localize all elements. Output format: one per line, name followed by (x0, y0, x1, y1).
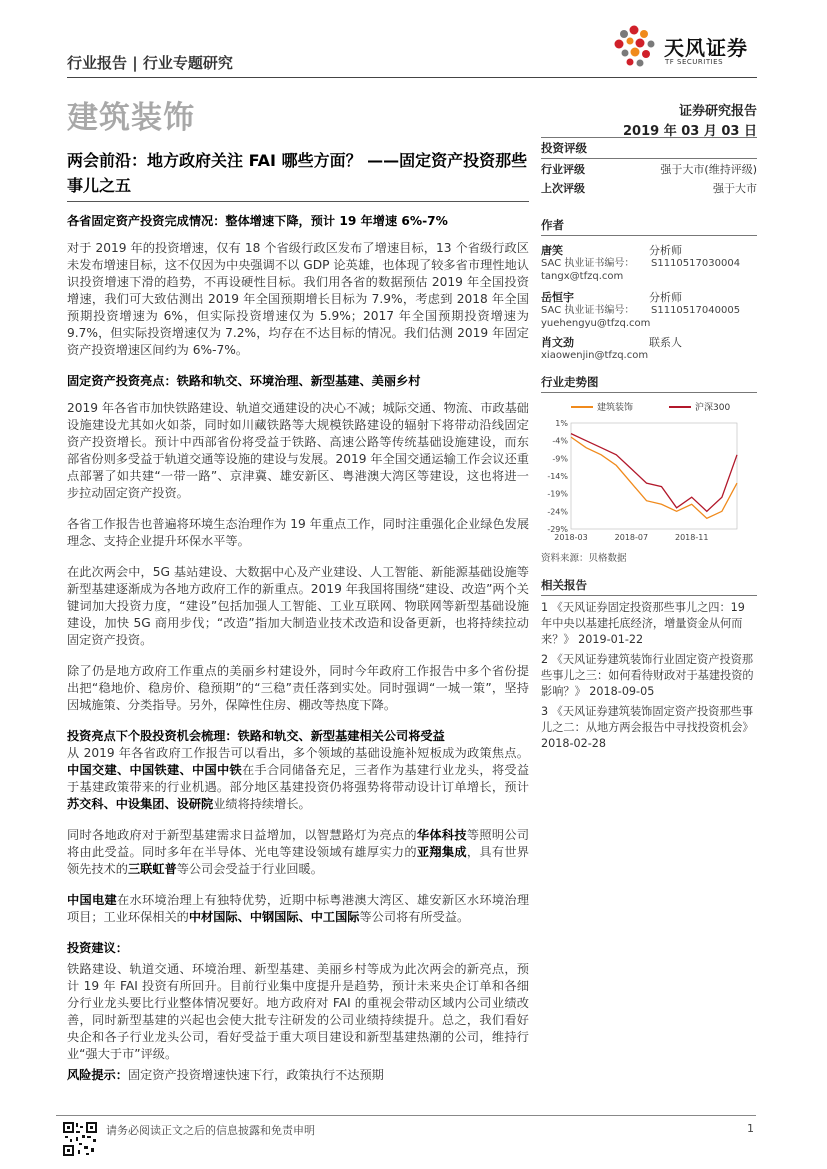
related-reports (541, 575, 757, 752)
report-title: 两会前沿：地方政府关注 FAI 哪些方面？ ——固定资产投资那些事儿之五 (67, 151, 528, 195)
footer-disclaimer: 请务必阅读正文之后的信息披露和免责申明 (106, 1124, 315, 1137)
company-name: 中设集团 (115, 797, 165, 811)
company-name: 中国铁建 (129, 763, 180, 777)
paragraph (67, 827, 529, 878)
trend-chart-section (541, 372, 757, 564)
series-line (571, 434, 737, 512)
rating-label: 行业评级 (541, 162, 585, 176)
rating-row (541, 159, 757, 178)
y-tick-label: -29% (547, 525, 568, 534)
chart-source: 资料来源：贝格数据 (541, 553, 627, 564)
rating-heading: 投资评级 (541, 137, 757, 159)
company-name: 中国电建 (67, 893, 117, 907)
analyst-role: 联系人 (649, 335, 682, 349)
x-tick-label: 2018-07 (614, 533, 649, 542)
report-date: 2019 年 03 月 03 日 (623, 124, 757, 139)
analyst-email[interactable]: yuehengyu@tfzq.com (541, 318, 651, 329)
paragraph: 在此次两会中，5G 基站建设、大数据中心及产业建设、人工智能、新能源基础设施等新型基建逐渐成为各地方政府工作的新重点。2019 年我国将围绕“建设、改造”两个关键词加大投资力度，“建设”包括加强人工智能、工业互联网、物联网等新型基础设施建设，加快 5G 商用步伐；“改造”指加大制造业技术改造和设备更新，也将持续拉动固定资产投资。 (67, 565, 529, 647)
analyst-card (541, 289, 757, 330)
text-run: 等照明公司将由此受益。同时多年在半导体、光电等建设领域有雄厚实力的 (67, 828, 530, 859)
company-name: 亚翔集成 (416, 845, 467, 859)
trend-heading: 行业走势图 (541, 372, 757, 393)
paragraph: 各省工作报告也普遍将环境生态治理作为 19 年重点工作，同时注重强化企业绿色发展理念、支持企业提升环保水平等。 (67, 517, 530, 548)
sac-label: SAC 执业证书编号： (541, 305, 635, 316)
rating-label: 上次评级 (541, 181, 585, 195)
related-report-link[interactable]: 2 《天风证券建筑装饰行业固定资产投资那些事儿之三：如何看待财政对于基建投资的影响？》 2018-09-05 (541, 653, 754, 698)
analyst-email[interactable]: tangx@tfzq.com (541, 271, 624, 282)
company-name: 中材国际 (188, 910, 238, 924)
risk-label: 风险提示： (67, 1068, 128, 1082)
y-tick-label: -9% (552, 454, 568, 464)
separator: 、 (116, 763, 130, 777)
y-tick-label: -4% (552, 436, 568, 446)
title-divider (67, 201, 529, 202)
paragraph (67, 745, 529, 813)
rating-value: 强于大市 (713, 181, 757, 195)
separator: 、 (298, 910, 311, 924)
company-name: 中工国际 (310, 910, 360, 924)
y-tick-label: -19% (547, 489, 568, 499)
breadcrumb: 行业报告 | 行业专题研究 (67, 54, 233, 72)
paragraph: 对于 2019 年的投资增速，仅有 18 个省级行政区发布了增速目标，13 个省级行政区未发布增速目标，这不仅因为中央强调不以 GDP 论英雄，也体现了较多省市理性地认识投资增速下滑的趋势，不再设硬性目标。我们用各省的数据预估 2019 年全国投资增速，我们可大致估测出 2019 年全国预期增长目标为 7.9%，考虑到 2018 年全国预期投资增速为 6%，但实际投资增速仅为 5.9%；2017 年全国预期投资增速为 9.7%，但实际投资增速仅为 7.2%，均存在不达目标的情况。我们估测 2019 年固定资产投资增速区间约为 6%-7%。 (67, 241, 529, 357)
section-heading: 投资亮点下个股投资机会梳理：铁路和轨交、新型基建相关公司将受益 (67, 729, 445, 743)
text-run: 等公司将有所受益。 (359, 910, 470, 924)
footer-divider (56, 1115, 756, 1116)
company-logo (608, 24, 768, 72)
paragraph: 铁路建设、轨道交通、环境治理、新型基建、美丽乡村等成为此次两会的新亮点，预计 19 年 FAI 投资有所回升。目前行业集中度提升是趋势，预计未来央企订单和各细分行业龙头要比行业整体情况要好。地方政府对 FAI 的重视会带动区域内公司业绩改善，同时新型基建的兴起也会使大批专注研发的公司业绩持续提升。总之，我们看好央企和各子行业龙头公司，看好受益于重大项目建设和新型基建热潮的公司，维持行业“强大于市”评级。 (67, 962, 529, 1061)
related-report-link[interactable]: 3 《天风证券建筑装饰固定资产投资那些事儿之二：从地方两会报告中寻找投资机会》 2018-02-28 (541, 705, 754, 750)
section-heading: 固定资产投资亮点：铁路和轨交、环境治理、新型基建、美丽乡村 (67, 374, 421, 388)
text-run: 在水环境治理上有独特优势，近期中标粤港澳大湾区、雄安新区水环境治理项目；工业环保相关的 (67, 893, 530, 924)
separator: 、 (164, 797, 177, 811)
y-tick-label: -14% (547, 472, 568, 481)
legend-label: 建筑装饰 (597, 403, 634, 413)
text-run: 等公司会受益于行业回暖。 (176, 862, 323, 876)
text-run: 同时各地政府对于新型基建需求日益增加，以智慧路灯为亮点的 (67, 828, 417, 842)
section-heading: 投资建议： (67, 941, 128, 955)
company-name: 中国中铁 (191, 763, 242, 777)
company-name: 设研院 (176, 797, 214, 811)
logo-name: 天风证券 (664, 36, 748, 60)
text-run: ，具有世界领先技术的 (67, 845, 530, 876)
qr-code-icon (62, 1121, 98, 1157)
company-name: 三联虹普 (127, 862, 177, 876)
header-divider (67, 77, 757, 78)
logo-mark-icon (608, 24, 660, 72)
company-name: 中钢国际 (249, 910, 299, 924)
company-name: 苏交科 (67, 797, 104, 811)
text-run: 在手合同储备充足，三者作为基建行业龙头，将受益于基建政策带来的行业机遇。部分地区基建投资仍将强势将带动设计订单增长，预计 (67, 763, 530, 794)
legend-label: 沪深300 (695, 403, 731, 413)
y-tick-label: -24% (547, 507, 568, 517)
section-heading: 各省固定资产投资完成情况：整体增速下降，预计 19 年增速 6%-7% (67, 214, 448, 228)
x-tick-label: 2018-03 (554, 533, 588, 542)
text-run: 业绩将持续增长。 (213, 797, 311, 811)
y-tick-label: 1% (555, 419, 568, 428)
text-run: 从 2019 年各省政府工作报告可以看出，多个领域的基础设施补短板成为政策焦点。 (67, 746, 529, 760)
related-report-link[interactable]: 1 《天风证券固定投资那些事儿之四：19 年中央以基建托底经济，增量资金从何而来？》 2019-01-22 (541, 601, 745, 646)
related-heading: 相关报告 (541, 575, 757, 596)
x-tick-label: 2018-11 (675, 533, 709, 542)
sidebar (541, 137, 757, 362)
paragraph: 除了仍是地方政府工作重点的美丽乡村建设外，同时今年政府工作报告中多个省份提出把“稳地价、稳房价、稳预期”的“三稳”责任落到实处。同时强调“一城一策”，坚持因城施策、分类指导。另外，保障性住房、棚改等热度下降。 (67, 664, 529, 712)
rating-value: 强于大市(维持评级) (660, 162, 757, 176)
separator: 、 (179, 763, 192, 777)
separator: 、 (237, 910, 250, 924)
plot-frame (571, 423, 737, 529)
sac-number: S1110517030004 (651, 258, 741, 269)
analyst-role: 分析师 (649, 243, 682, 257)
analyst-card (541, 242, 757, 283)
report-body (67, 213, 529, 1098)
sac-number: S1110517040005 (651, 305, 741, 316)
risk-warning (67, 1067, 529, 1084)
analyst-card (541, 334, 757, 362)
paragraph (67, 892, 529, 926)
rating-row (541, 178, 757, 197)
risk-text: 固定资产投资增速快速下行，政策执行不达预期 (127, 1068, 384, 1082)
analyst-name: 岳恒宇 (541, 290, 574, 304)
analyst-name: 唐笑 (541, 243, 563, 257)
sac-label: SAC 执业证书编号： (541, 258, 635, 269)
logo-name-en: TF SECURITIES (665, 58, 724, 66)
authors-heading: 作者 (541, 215, 757, 236)
analyst-email[interactable]: xiaowenjin@tfzq.com (541, 350, 649, 361)
trend-chart (541, 397, 757, 547)
analyst-role: 分析师 (649, 290, 682, 304)
analyst-name: 肖文劲 (541, 335, 574, 349)
company-name: 华体科技 (416, 828, 467, 842)
paragraph: 2019 年各省市加快铁路建设、轨道交通建设的决心不减；城际交通、物流、市政基础设施建设尤其如火如荼，同时如川藏铁路等大规模铁路建设的辐射下将带动沿线固定资产投资增长。预计中西部省份将受益于铁路、高速公路等传统基础设施建设，而东部省份则多受益于轨道交通等设施的建设与发展。2019 年全国交通运输工作会议还重点部署了如共建“一带一路”、京津冀、雄安新区、粤港澳大湾区等建设，这也将进一步拉动固定资产投资。 (67, 401, 529, 500)
separator: 、 (103, 797, 116, 811)
page-number: 1 (747, 1122, 754, 1135)
report-type: 证券研究报告 (678, 104, 757, 119)
company-name: 中国交建 (67, 763, 117, 777)
industry-title: 建筑装饰 (67, 100, 195, 136)
